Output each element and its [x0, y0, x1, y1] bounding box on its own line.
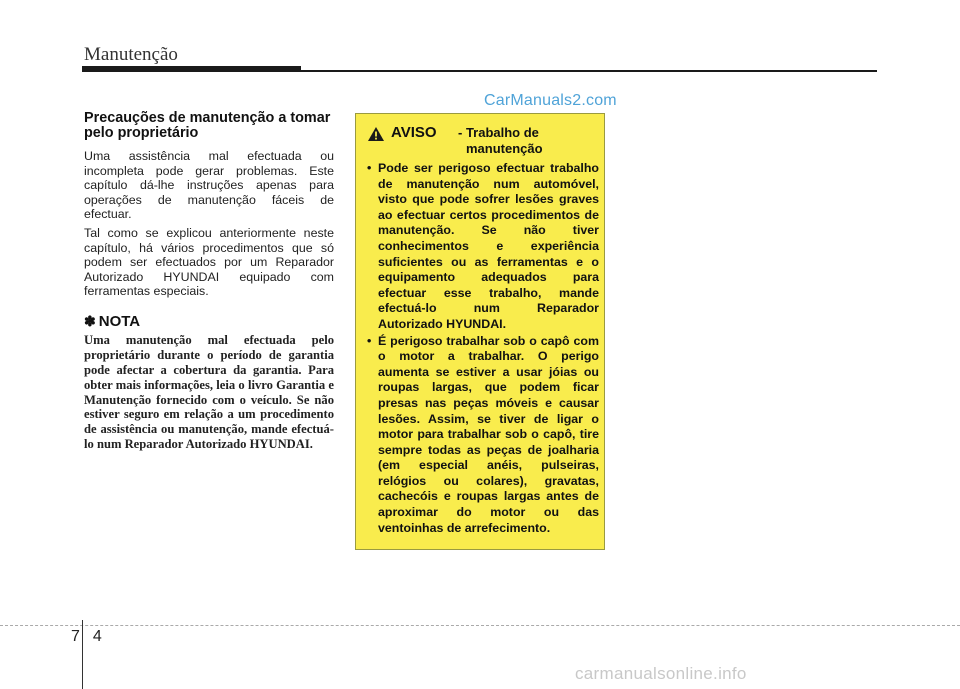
top-watermark: CarManuals2.com: [484, 92, 617, 109]
note-star-icon: ✽: [84, 312, 96, 329]
page-number: [71, 628, 115, 646]
warning-subtitle-line2: manutenção: [466, 141, 543, 156]
intro-paragraph: Uma assistência mal efectuada ou incompleta pode gerar problemas. Este capítulo dá-lhe instruções apenas para operações de manutenção fáceis de efectuar.: [84, 149, 334, 222]
bottom-watermark: carmanualsonline.info: [575, 664, 747, 683]
warning-box: [355, 113, 605, 550]
header-rule-thin: [301, 70, 877, 72]
warning-triangle-icon: [367, 126, 385, 142]
intro-paragraph: Tal como se explicou anteriormente neste capítulo, há vários procedimentos que só podem ser efectuados por um Reparador Autorizado HYUNDAI equipado com ferramentas especiais.: [84, 225, 334, 299]
section-title: Manutenção: [84, 44, 178, 65]
warning-subtitle: [458, 125, 598, 157]
note-title: [84, 313, 334, 330]
warning-label: AVISO: [391, 124, 437, 141]
warning-list: [367, 161, 599, 537]
page-index: 4: [92, 628, 115, 645]
warning-item: • Pode ser perigoso efectuar trabalho de manutenção num automóvel, visto que pode sofrer lesões graves ao efectuar certos procedimentos de manutenção. Se não tiver conhecimentos e experiência suficientes ou as ferramentas e o equipamento adequados para efectuar esse trabalho, mande efectuá-lo num Reparador Autorizado HYUNDAI.: [367, 161, 599, 333]
warning-item: • É perigoso trabalhar sob o capô com o motor a trabalhar. O perigo aumenta se estiver a usar jóias ou roupas largas, que podem ficar presas nas peças móveis e causar lesões. Assim, se tiver de ligar o motor para trabalhar sob o capô, tire sempre todas as peças de joalharia (em especial anéis, pulseiras, relógios ou colares), gravatas, cachecóis e roupas largas antes de aproximar do motor ou das ventoinhas de arrefecimento.: [367, 334, 599, 537]
header-rule-thick: [82, 66, 301, 72]
footer-rule: [0, 625, 960, 626]
left-column: [84, 111, 334, 452]
note-label: NOTA: [98, 312, 141, 330]
section-heading: Precauções de manutenção a tomar pelo proprietário: [84, 110, 331, 141]
chapter-number: 7: [71, 628, 93, 645]
warning-subtitle-line1: - Trabalho de: [458, 125, 539, 140]
note-body: Uma manutenção mal efectuada pelo proprietário durante o período de garantia pode afectar a cobertura da garantia. Para obter mais informações, leia o livro Garantia e Manutenção fornecido com o veículo. Se não estiver seguro em relação a um procedimento de assistência ou manutenção, mande efectuá-lo num Reparador Autorizado HYUNDAI.: [84, 332, 334, 452]
